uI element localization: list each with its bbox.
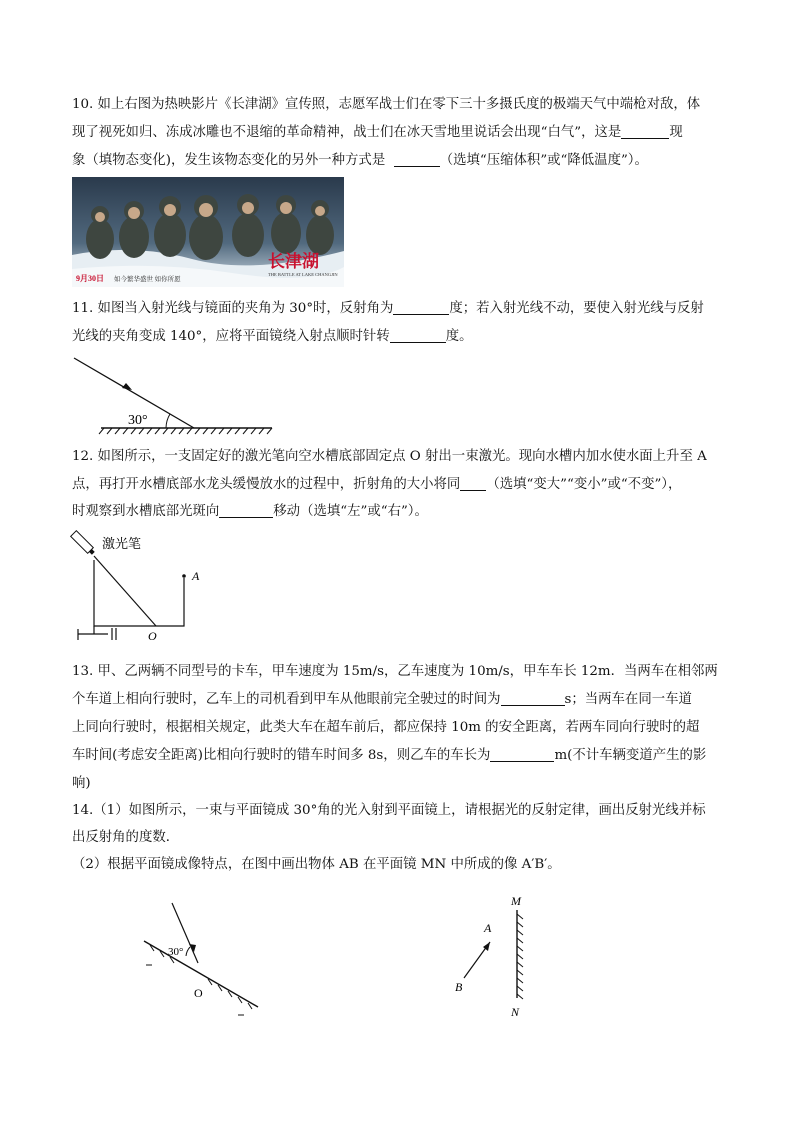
label-O: O [148,629,157,643]
answer-blank[interactable] [621,124,669,139]
q12-line-2: 点，再打开水槽底部水龙头缓慢放水的过程中，折射角的大小将同 （选填“变大”“变小”或“不变”）， [72,477,682,492]
q14-line-1: 14.（1）如图所示，一束与平面镜成 30°角的光入射到平面镜上，请根据光的反射定律，画出反射光线并标 [72,803,706,818]
laser-pen-label: 激光笔 [102,536,142,551]
answer-blank[interactable] [390,328,446,343]
angle-arc [166,414,170,428]
q14-reflection-diagram [138,895,268,1020]
q12-water-tank-diagram [66,528,226,648]
q10-line-3: 象（填物态变化)，发生该物态变化的另外一种方式是 （选填“压缩体积”或“降低温度”）。 [72,153,648,168]
q13-line-5: 响) [72,776,91,791]
q13-line-3: 上同向行驶时，根据相关规定，此类大车在超车前后，都应保持 10m 的安全距离，若两车同向行驶时的超 [72,720,700,735]
label-O: O [194,986,203,1000]
q14-line-3: （2）根据平面镜成像特点，在图中画出物体 AB 在平面镜 MN 中所成的像 A′B′。 [72,857,561,872]
q11-line-1: 11. 如图当入射光线与镜面的夹角为 30°时，反射角为 度；若入射光线不动，要使入射光线与反射 [72,301,704,316]
label-N: N [511,1005,520,1019]
q12-line-1: 12. 如图所示，一支固定好的激光笔向空水槽底部固定点 O 射出一束激光。现向水槽内加水使水面上升至 A [72,449,707,464]
poster-title: 长津湖 [268,252,319,271]
poster-subtitle: THE BATTLE AT LAKE CHANGJIN [268,272,338,277]
answer-blank[interactable] [460,476,486,491]
q13-line-1: 13. 甲、乙两辆不同型号的卡车，甲车速度为 15m/s，乙车速度为 10m/s，甲车车长 12m．当两车在相邻两 [72,664,718,679]
answer-blank[interactable] [501,691,565,706]
angle-label: 30° [128,413,148,428]
water-tank [94,560,184,626]
point-A [182,574,186,578]
laser-pen-icon [71,531,96,556]
angle-arc [186,947,190,956]
poster-tagline: 如今繁华盛世 如你所愿 [114,276,181,283]
label-M: M [511,894,521,908]
q11-line-2: 光线的夹角变成 140°，应将平面镜绕入射点顺时针转 度。 [72,329,473,344]
answer-blank[interactable] [219,503,273,518]
arrow-icon [122,383,132,390]
label-A: A [484,921,492,935]
q11-mirror-diagram [66,350,286,440]
q14-plane-mirror-diagram [444,892,544,1020]
q12-line-3: 时观察到水槽底部光斑向 移动（选填“左”或“右”）。 [72,504,428,519]
q13-line-2: 个车道上相向行驶时，乙车上的司机看到甲车从他眼前完全驶过的时间为 s；当两车在同一车道 [72,692,692,707]
answer-blank[interactable] [490,747,554,762]
q10-line-1: 10. 如上右图为热映影片《长津湖》宣传照，志愿军战士们在零下三十多摄氏度的极端天气中端枪对敌，体 [72,97,701,112]
answer-blank[interactable] [394,152,440,167]
q10-line-2: 现了视死如归、冻成冰雕也不退缩的革命精神，战士们在冰天雪地里说话会出现“白气”，这是 现 [72,125,683,140]
q13-line-4: 车时间(考虑安全距离)比相向行驶时的错车时间多 8s，则乙车的车长为 m(不计车辆变道产生的影 [72,748,707,763]
laser-beam [94,556,156,626]
answer-blank[interactable] [393,300,449,315]
label-B: B [455,980,463,994]
mirror-hatching [517,914,523,999]
angle-label: 30° [168,946,184,958]
mirror-hatching [99,428,272,434]
label-A: A [192,569,200,583]
q14-line-2: 出反射角的度数． [72,830,180,845]
movie-poster-image [72,177,344,287]
poster-date: 9月30日 [76,274,104,283]
